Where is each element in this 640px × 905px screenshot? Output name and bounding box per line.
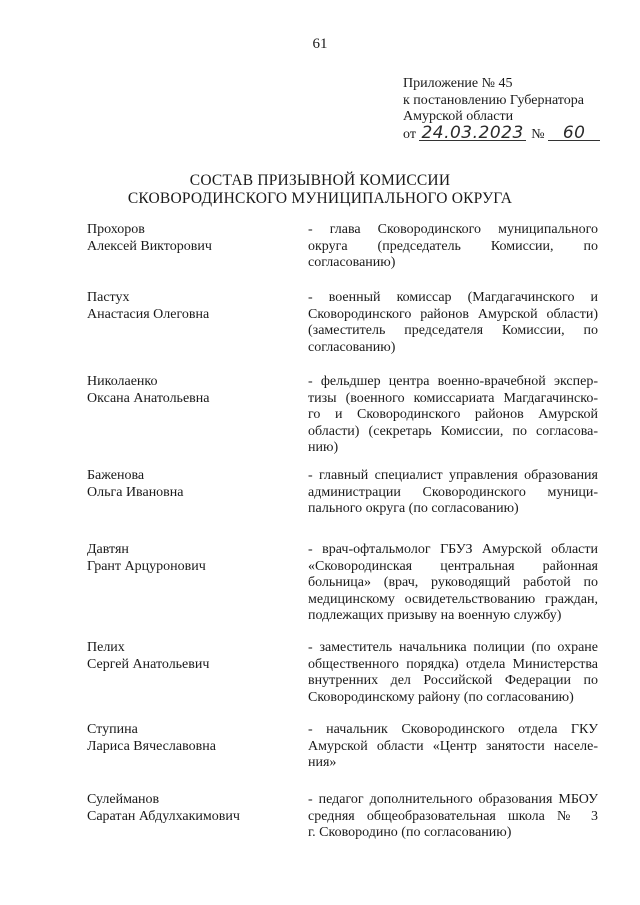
member-name (87, 468, 287, 501)
title-line-1: СОСТАВ ПРИЗЫВНОЙ КОМИССИИ (189, 172, 451, 189)
member-name (87, 792, 287, 825)
member-role (308, 290, 598, 356)
appendix-date-line (403, 122, 600, 144)
member-name (87, 640, 287, 673)
page-number: 61 (312, 36, 328, 52)
role-line: г. Сковородино (по согласованию) (308, 825, 512, 840)
member-name (87, 542, 287, 575)
member-given-names: Саратан Абдулхакимович (87, 808, 240, 824)
role-line: (заместитель председателя Комиссии, по (308, 323, 598, 338)
role-line: - педагог дополнительного образования МБОУ (308, 792, 598, 807)
member-surname: Прохоров (87, 222, 145, 237)
appendix-title: Приложение № 45 (403, 76, 513, 91)
member-surname: Давтян (87, 542, 129, 557)
member-role (308, 374, 598, 457)
member-given-names: Грант Арцуронович (87, 558, 206, 574)
member-surname: Николаенко (87, 374, 158, 389)
role-line: средняя общеобразовательная школа № 3 (308, 808, 598, 824)
appendix-decree: к постановлению Губернатора (403, 92, 584, 108)
member-name (87, 290, 287, 323)
member-role (308, 542, 598, 625)
role-line: общественного порядка) отдела Министерства (308, 656, 598, 672)
member-given-names: Сергей Анатольевич (87, 656, 210, 672)
member-role (308, 222, 598, 272)
member-name (87, 722, 287, 755)
member-given-names: Ольга Ивановна (87, 484, 184, 500)
role-line: Амурской области «Центр занятости населе- (308, 738, 598, 754)
role-line: - военный комиссар (Магдагачинского и (308, 290, 598, 305)
role-line: администрации Сковородинского муници- (308, 484, 598, 500)
role-line: округа (председатель Комиссии, по (308, 238, 598, 254)
member-role (308, 722, 598, 772)
number-prefix: № (531, 126, 545, 142)
role-line: медицинскому освидетельствованию граждан, (308, 591, 598, 607)
role-line: согласованию) (308, 255, 396, 270)
role-line: - фельдшер центра военно-врачебной экспер- (308, 374, 598, 389)
appendix-region: Амурской области (403, 109, 514, 124)
member-given-names: Лариса Вячеславовна (87, 738, 216, 754)
member-surname: Сулейманов (87, 792, 160, 807)
member-role (308, 640, 598, 706)
member-name (87, 374, 287, 407)
role-line: нию) (308, 440, 339, 455)
member-surname: Пелих (87, 640, 125, 655)
member-surname: Пастух (87, 290, 130, 305)
role-line: го и Сковородинского районов Амурской (308, 407, 598, 422)
role-line: - главный специалист управления образования (308, 468, 598, 483)
role-line: - глава Сковородинского муниципального (308, 222, 598, 237)
member-role (308, 468, 598, 518)
role-line: «Сковородинская центральная районная (308, 558, 598, 574)
appendix-block (403, 76, 600, 143)
role-line: пального округа (по согласованию) (308, 501, 519, 516)
role-line: внутренних дел Российской Федерации по (308, 673, 598, 688)
role-line: ния» (308, 755, 337, 770)
member-surname: Ступина (87, 722, 138, 737)
member-role (308, 792, 598, 842)
member-given-names: Анастасия Олеговна (87, 306, 210, 322)
title-line-2: СКОВОРОДИНСКОГО МУНИЦИПАЛЬНОГО ОКРУГА (127, 190, 513, 207)
role-line: подлежащих призыву на военную службу) (308, 608, 562, 623)
member-given-names: Алексей Викторович (87, 238, 212, 254)
role-line: Сковородинского районов Амурской области) (308, 306, 598, 322)
role-line: согласованию) (308, 339, 396, 355)
member-given-names: Оксана Анатольевна (87, 390, 210, 406)
handwritten-date: 24.03.2023 (421, 122, 524, 143)
date-prefix: от (403, 126, 416, 142)
handwritten-number: 60 (548, 126, 600, 141)
document-title (0, 172, 640, 208)
role-line: тизы (военного комиссариата Магдагачинско- (308, 390, 598, 406)
member-name (87, 222, 287, 255)
role-line: области) (секретарь Комиссии, по согласова- (308, 423, 598, 439)
role-line: - заместитель начальника полиции (по охране (308, 640, 598, 655)
member-surname: Баженова (87, 468, 145, 483)
role-line: больница» (врач, руководящий работой по (308, 575, 598, 590)
role-line: - врач-офтальмолог ГБУЗ Амурской области (308, 542, 598, 557)
role-line: Сковородинскому району (по согласованию) (308, 689, 574, 705)
role-line: - начальник Сковородинского отдела ГКУ (308, 722, 598, 737)
